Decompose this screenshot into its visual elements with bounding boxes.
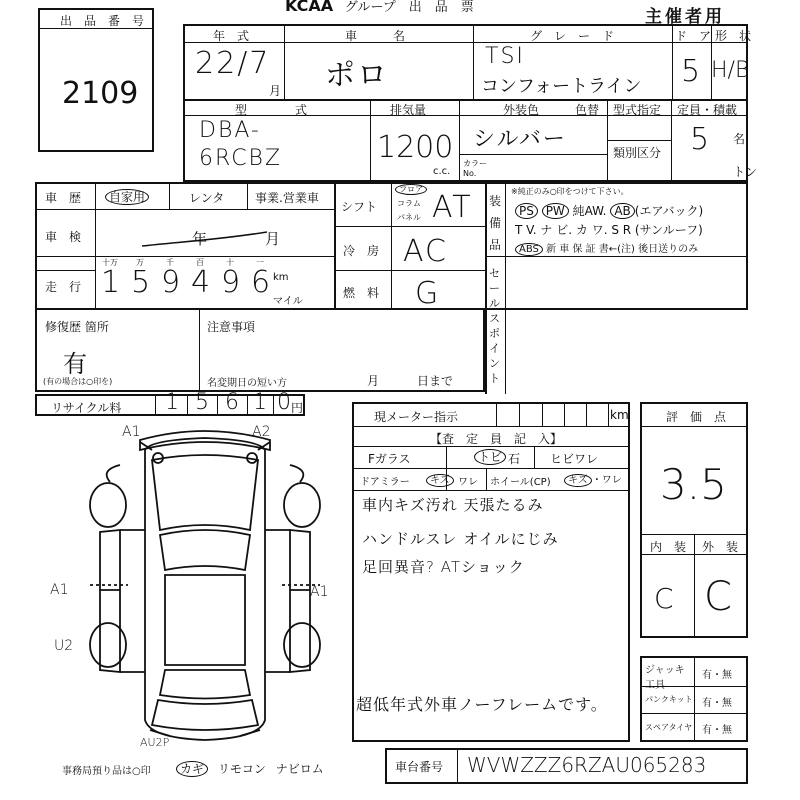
capacity-label: 定員・積載 [677,103,738,117]
shape-label: 形 状 [715,29,752,43]
model-value-2: 6RCBZ [199,146,283,171]
office-items [176,760,324,777]
lot-number-label: 出 品 番 号 [60,14,145,28]
diagram-mark-a2-top: A2 [252,424,271,440]
chassis-number: WVWZZZ6RZAU065283 [467,753,707,777]
diagram-mark-au2p-bottom: AU2P [140,736,170,749]
glass-chip-option: トビ [474,448,506,465]
equipment-line-2: T V. ナ ビ. カ ワ. S R (サンルーフ) [515,223,703,237]
mileage-digit: 6 [251,265,273,300]
month-unit: 月 [269,84,282,98]
shift-panel-option: パネル [397,213,421,222]
color-label: 外装色 [503,103,540,117]
diagram-mark-a1-right: A1 [310,584,329,600]
inspector-comment-1: 車内キズ汚れ 天張たるみ [362,496,544,514]
car-right-side [290,530,310,672]
inspection-month-unit: 月 [265,230,281,248]
repair-note: (有の場合は○印を) [43,377,113,386]
shift-floor-option: フロア [395,184,427,195]
diagram-mark-a1-left: A1 [50,582,69,598]
lot-number: 2109 [62,76,139,111]
car-left-side [100,530,120,672]
exterior-label: 外 装 [702,540,739,554]
office-navi: ナビロム [275,762,324,776]
interior-score: C [654,582,676,615]
mileage-digit: 9 [221,265,243,300]
diagram-mark-a1-top: A1 [122,424,141,440]
repaint-label: 色替 [575,103,600,117]
recycle-digit: 1 [253,390,269,415]
repair-notes-section [35,308,485,392]
inspector-comment-2: ハンドルスレ オイルにじみ [362,530,559,548]
mirror-scratch-option: キズ [426,471,454,486]
history-label: 車 歴 [45,191,82,205]
mirror-crack-option: ワレ [458,477,478,488]
history-business-option: 事業.営業車 [255,191,319,205]
recycle-digit: 0 [277,390,293,415]
meter-label: 現メーター指示 [374,410,459,424]
year-value: 22/7 [195,46,271,81]
notes-label: 注意事項 [207,320,256,334]
name-change-day: 日まで [417,374,454,388]
displacement-value: 1200 [377,130,454,165]
name-change-month: 月 [367,374,380,388]
sale-point-label: セールスポイント [489,267,500,385]
mirror-label: ドアミラー [360,477,410,488]
shift-value: AT [432,190,473,225]
inspection-year-unit: 年 [192,230,208,248]
repair-label: 修復歴 箇所 [45,320,109,334]
puncture-kit-label: パンクキット [645,695,693,704]
recycle-digit: 6 [225,390,241,415]
history-rental-option: レンタ [189,191,225,205]
inspector-comment-3: 足回異音? ATショック [362,558,525,576]
door-label: ド ア [675,29,712,43]
history-own-option: 自家用 [105,188,149,205]
fuel-label: 燃 料 [343,286,380,300]
recycle-box [35,390,305,416]
lot-number-box [38,8,154,152]
car-name-value: ポロ [325,58,389,93]
mileage-digit: 4 [191,265,213,300]
aircon-label: 冷 房 [343,244,380,258]
inspection-label: 車 検 [45,230,82,244]
recycle-unit: 円 [291,401,304,415]
shift-column-option: コラム [397,199,421,208]
score-box [640,402,748,638]
car-name-label: 車 名 [345,29,406,43]
mileage-mile-unit: マイル [273,296,303,307]
aircon-value: AC [403,234,448,269]
car-trunk [152,700,258,730]
wheel-front-left [90,483,126,527]
wheel-front-right [284,483,320,527]
car-roof [165,575,245,665]
vehicle-spec-grid [183,24,758,182]
brand-logo: KCAA [285,0,334,15]
classification-label: 類別区分 [613,146,662,160]
form-subtitle: グループ 出 品 票 [344,0,474,15]
inspector-box [352,402,630,742]
equipment-side-label: 装 備 品 [489,194,514,252]
office-remote: リモコン [217,762,266,776]
history-section: 車 歴 自家用 レンタ 事業.営業車 車 検 年 月 走 行 十万 万 千 百 十 一 1 5 9 4 9 6 km マイル シフト フロア コラム パネル AT 冷 房 AC 燃 料 G 装 備 品 ※純正のみ○印をつけて下さい。 PS PW 純AW. AB (エアバック) T V. ナ ビ. カ ワ. S R (サンルーフ) ABS 新 車 保 証 書←(注) 後日送りのみ セールスポイント [35,182,748,310]
glass-crack-option: ヒビワレ [550,452,599,466]
type-designation-label: 型式指定 [613,103,662,117]
score-label: 評 価 点 [666,410,727,424]
car-rear-window [160,670,250,699]
diagram-mark-u2-left: U2 [54,638,74,654]
model-value-1: DBA- [199,118,261,143]
repair-value: 有 [63,350,89,378]
color-value: シルバー [473,127,567,152]
capacity-unit: 名 [733,132,746,146]
recycle-label: リサイクル料 [51,401,122,415]
grade-value-1: TSI [485,44,525,69]
displacement-unit: c.c. [433,166,451,177]
tools-box [640,656,748,742]
grade-value-2: コンフォートライン [481,76,642,97]
jack-tools-yesno: 有・無 [702,670,732,681]
score-value: 3.5 [660,460,727,509]
organizer-label: 主催者用 [645,7,725,27]
car-hood [152,455,258,530]
glass-label: Fガラス [368,452,411,466]
spare-tire-yesno: 有・無 [702,725,732,736]
exterior-score: C [704,574,734,620]
mileage-km-unit: km [273,272,289,283]
chassis-box [385,748,748,784]
recycle-digit: 1 [165,390,181,415]
wheel-label: ホイール(CP) [490,477,551,488]
glass-stone-option: 石 [508,452,521,466]
displacement-label: 排気量 [390,103,427,117]
shift-label: シフト [341,200,378,214]
model-label: 型 式 [235,103,308,117]
mileage-label: 走 行 [45,280,82,294]
inspector-label: 【査 定 員 記 入】 [430,432,563,446]
door-value: 5 [681,54,703,89]
car-damage-diagram [60,420,350,750]
mileage-digit: 1 [101,265,123,300]
equipment-line-1: PS PW 純AW. AB (エアバック) [515,202,703,219]
jack-tools-label: ジャッキ工具 [645,665,685,691]
brand-title [285,0,474,15]
spare-tire-label: スペアタイヤ [645,723,693,732]
office-items-label: 事務局預り品は○印 [62,766,151,777]
fuel-value: G [415,276,441,311]
office-key: カギ [176,761,208,777]
puncture-kit-yesno: 有・無 [702,698,732,709]
recycle-digit: 5 [195,390,211,415]
chassis-label: 車台番号 [395,760,444,774]
mileage-digit: 5 [131,265,153,300]
color-number-label: カラー No. [463,159,487,178]
grade-label: グ レ ー ド [530,29,615,43]
equipment-line-3: ABS 新 車 保 証 書←(注) 後日送りのみ [515,240,698,255]
interior-label: 内 装 [650,540,687,554]
ton-unit: トン [733,165,758,179]
wheel-scratch-option: キズ ・ワレ [564,471,622,486]
shape-value: H/B [711,58,750,83]
inspector-comment-4: 超低年式外車ノーフレームです。 [356,695,608,714]
year-label: 年 式 [213,29,250,43]
car-front-bumper [140,431,270,450]
meter-unit: km [610,408,629,422]
capacity-value: 5 [690,122,712,157]
mileage-digit: 9 [161,265,183,300]
car-windshield [160,530,250,570]
name-change-label: 名変期日の短い方 [207,378,287,389]
equipment-note: ※純正のみ○印をつけて下さい。 [511,187,629,196]
